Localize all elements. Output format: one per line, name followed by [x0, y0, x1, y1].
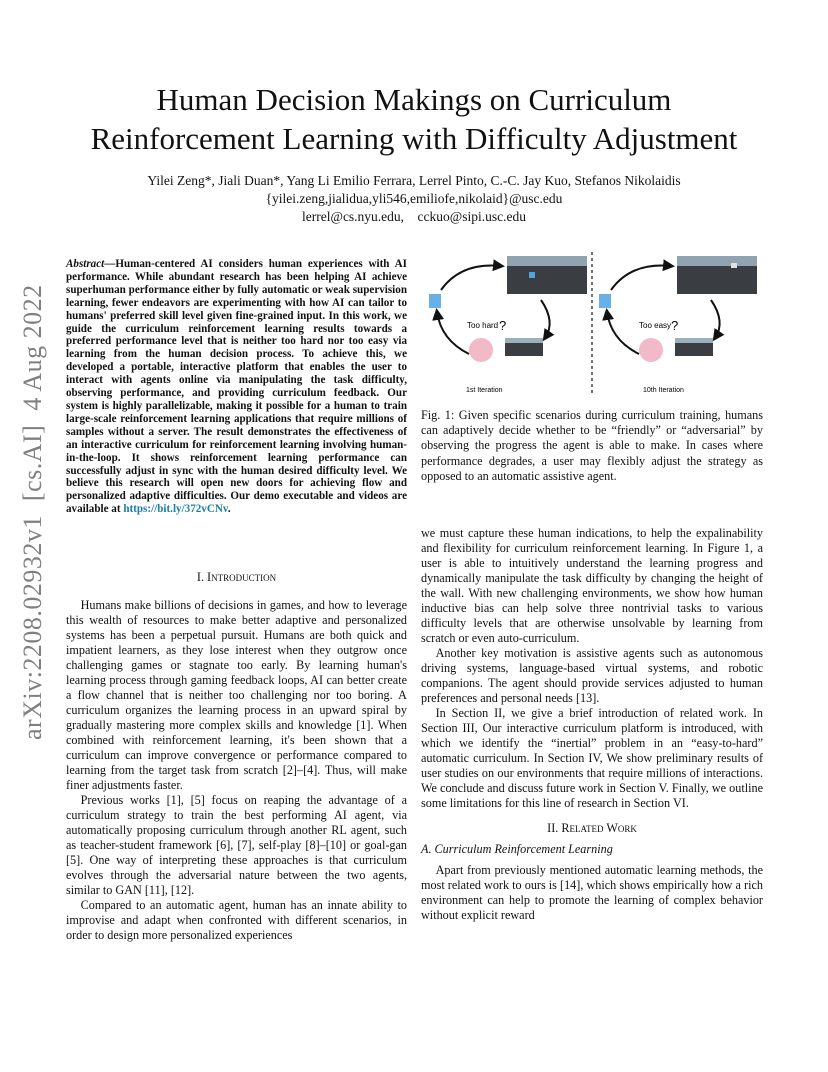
intro-paragraph-1: Humans make billions of decisions in games, and how to leverage this wealth of resources to make better adaptive and personalized systems has been a perpetual pursuit. Humans are both quick and impatient learners, as they lose interest when they outgrow once challenging games or stagnate too early. By learning human's learning process through gaming feedback loops, AI can better create a flow channel that is neither too challenging nor too boring. A curriculum organizes the learning process in an upward spiral by gradually mastering more complex skills and knowledge [1]. When combined with reinforcement learning, it's been shown that a curriculum can improve convergence or performance compared to learning from the target task from scratch [2]–[4]. Thus, will make finer adjustments faster. [66, 598, 407, 792]
figure-1-graphic [421, 250, 763, 400]
right-paragraph-2: Another key motivation is assistive agents such as autonomous driving systems, language-based virtual systems, and robotic companions. The agent should provide services adjusted to human preferences and personal needs [13]. [421, 646, 763, 705]
intro-paragraph-3: Compared to an automatic agent, human has an innate ability to improvise and adapt when confronted with different scenarios, in order to design more personalized experiences [66, 898, 407, 942]
demo-link[interactable]: https://bit.ly/372vCNv [123, 503, 228, 516]
right-paragraph-4: Apart from previously mentioned automatic learning methods, the most related work to ours is [14], which shows empirically how a rich environment can help to promote the learning of complex behavior without explicit reward [421, 863, 763, 922]
author-names: Yilei Zeng*, Jiali Duan*, Yang Li Emilio Ferrara, Lerrel Pinto, C.-C. Jay Kuo, Stefanos Nikolaidis [147, 173, 681, 188]
label-iteration-10: 10th Iteration [643, 387, 684, 394]
subsection-heading-curriculum-rl: A. Curriculum Reinforcement Learning [421, 842, 613, 856]
label-too-easy: Too easy [639, 321, 672, 330]
section-heading-introduction: I. Introduction [196, 570, 277, 584]
human-brain-icon-2 [639, 338, 663, 362]
intro-paragraph-2: Previous works [1], [5] focus on reaping the advantage of a curriculum strategy to train the best performing AI agent, via automatically proposing curriculum through another RL agent, such as teacher-student framework [6], [7], self-play [8]–[10] or goal-gan [5]. One way of interpreting these approaches is that curriculum evolves through the adversarial nature between the two agents, similar to GAN [11], [12]. [66, 793, 407, 897]
section-heading-related-work: II. Related Work [547, 821, 637, 835]
label-iteration-1: 1st Iteration [466, 387, 503, 394]
paper-title [0, 80, 828, 158]
abstract-text: —Human-centered AI considers human experiences with AI performance. While abundant research has been helping AI achieve superhuman performance either by fully automatic or weak supervision learning, fewer endeavors are experimenting with how AI can tailor to humans' preferred skill level given fine-grained input. In this work, we guide the curriculum reinforcement learning results towards a preferred performance level that is neither too hard nor too easy via learning from the human decision process. To achieve this, we developed a portable, interactive platform that enables the user to interact with agents online via manipulating the task difficulty, observing performance, and providing curriculum feedback. Our system is highly parallelizable, making it possible for a human to train large-scale reinforcement learning applications that require millions of samples without a server. The result demonstrates the effectiveness of an interactive curriculum for reinforcement learning involving human-in-the-loop. It shows reinforcement learning performance can successfully adjust in sync with the human desired difficulty level. We believe this research will open new doors for achieving flow and personalized adaptive difficulties. Our demo executable and videos are available at [66, 258, 407, 516]
arxiv-identifier: arXiv:2208.02932v1 [cs.AI] 4 Aug 2022 [18, 284, 47, 740]
title-line-1: Human Decision Makings on Curriculum [156, 82, 672, 117]
figure-1 [421, 250, 763, 400]
svg-text:?: ? [499, 318, 507, 333]
agent-cube-2 [599, 294, 611, 308]
author-block [0, 172, 828, 226]
agent-cube-1 [429, 294, 441, 308]
abstract-label: Abstract [66, 258, 105, 270]
author-emails-1: {yilei.zeng,jialidua,yli546,emiliofe,nikolaid}@usc.edu [265, 191, 563, 206]
right-paragraph-1: we must capture these human indications, to help the expalinability and flexibility for curriculum reinforcement learning. In Figure 1, a user is able to intuitively understand the learning progress and dynamically manipulate the task difficulty by changing the height of the wall. With new challenging environments, we show how human inductive bias can help solve three nontrivial tasks to various difficulty levels that are otherwise unsolvable by learning from scratch or even auto-curriculum. [421, 526, 763, 645]
introduction-section [66, 570, 407, 943]
label-too-hard: Too hard [467, 321, 499, 330]
svg-text:?: ? [671, 318, 679, 333]
figure-1-caption: Fig. 1: Given specific scenarios during curriculum training, humans can adaptively decide whether to be “friendly” or “adversarial” by observing the progress the agent is able to make. In cases where performance degrades, a user may flexibly adjust the strategy as opposed to an automatic assistive agent. [421, 408, 763, 483]
right-paragraph-3: In Section II, we give a brief introduction of related work. In Section III, Our interactive curriculum platform is introduced, with which we identify the “inertial” problem in an “easy-to-hard” automatic curriculum. In Section IV, We show preliminary results of user studies on our environments that require millions of interactions. We conclude and discuss future work in Section V. Finally, we outline some limitations for this line of research in Section VI. [421, 706, 763, 810]
right-column-text [421, 526, 763, 923]
author-emails-2: lerrel@cs.nyu.edu, cckuo@sipi.usc.edu [302, 209, 526, 224]
human-brain-icon-1 [469, 338, 493, 362]
title-line-2: Reinforcement Learning with Difficulty Adjustment [90, 121, 738, 156]
abstract: Abstract—Human-centered AI considers human experiences with AI performance. While abundant research has been helping AI achieve superhuman performance either by fully automatic or weak supervision learning, fewer endeavors are experimenting with how AI can tailor to humans' preferred skill level given fine-grained input. In this work, we guide the curriculum reinforcement learning results towards a preferred performance level that is neither too hard nor too easy via learning from the human decision process. To achieve this, we developed a portable, interactive platform that enables the user to interact with agents online via manipulating the task difficulty, observing performance, and providing curriculum feedback. Our system is highly parallelizable, making it possible for a human to train large-scale reinforcement learning applications that require millions of samples without a server. The result demonstrates the effectiveness of an interactive curriculum for reinforcement learning involving human-in-the-loop. It shows reinforcement learning performance can successfully adjust in sync with the human desired difficulty level. We believe this research will open new doors for achieving flow and personalized adaptive difficulties. Our demo executable and videos are available at https://bit.ly/372vCNv. [66, 258, 407, 516]
